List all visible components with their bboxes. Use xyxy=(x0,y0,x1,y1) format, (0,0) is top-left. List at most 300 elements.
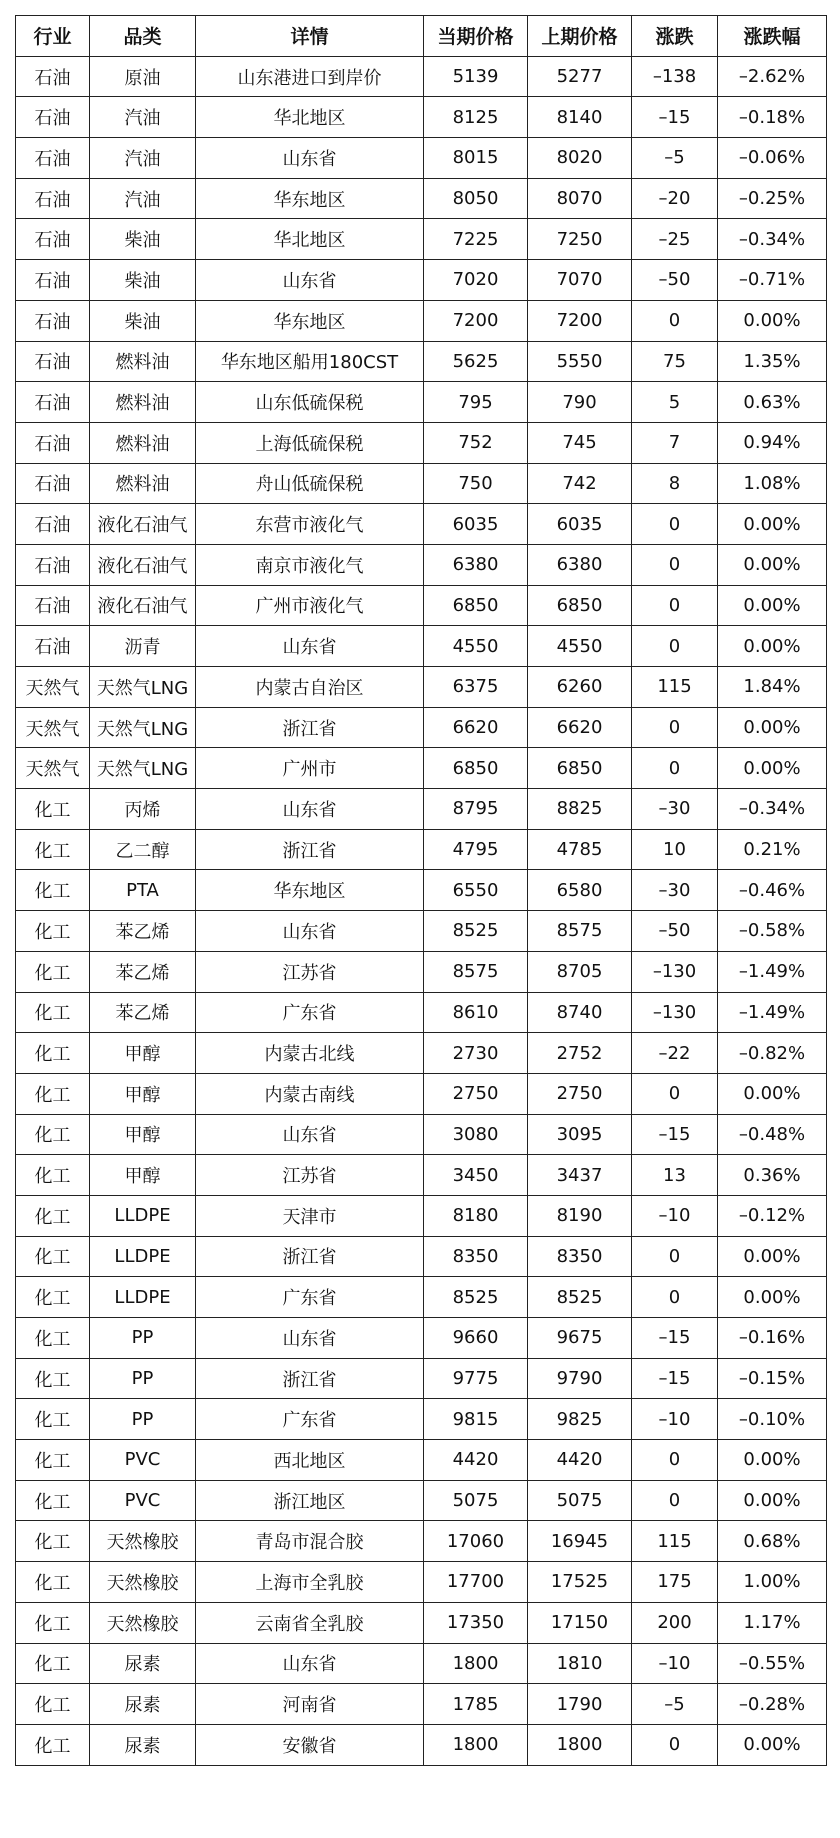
cell-previous-price: 17525 xyxy=(528,1562,632,1603)
table-body xyxy=(16,56,827,1765)
cell-current-price: 7200 xyxy=(424,300,528,341)
table-row xyxy=(16,260,827,301)
cell-current-price: 1800 xyxy=(424,1643,528,1684)
table-row xyxy=(16,178,827,219)
cell-change-percent: –0.71% xyxy=(718,260,827,301)
cell-previous-price: 2750 xyxy=(528,1073,632,1114)
cell-change-percent: –0.34% xyxy=(718,219,827,260)
cell-current-price: 8575 xyxy=(424,951,528,992)
cell-category: 丙烯 xyxy=(90,789,196,830)
cell-current-price: 7020 xyxy=(424,260,528,301)
cell-details: 华东地区 xyxy=(196,300,424,341)
table-row xyxy=(16,544,827,585)
cell-industry: 石油 xyxy=(16,382,90,423)
header-current-price: 当期价格 xyxy=(424,16,528,57)
cell-category: 乙二醇 xyxy=(90,829,196,870)
cell-change-percent: –0.15% xyxy=(718,1358,827,1399)
cell-previous-price: 6850 xyxy=(528,585,632,626)
cell-category: 苯乙烯 xyxy=(90,992,196,1033)
cell-previous-price: 8740 xyxy=(528,992,632,1033)
cell-change-percent: 1.08% xyxy=(718,463,827,504)
cell-industry: 化工 xyxy=(16,1480,90,1521)
cell-details: 山东港进口到岸价 xyxy=(196,56,424,97)
cell-previous-price: 9675 xyxy=(528,1318,632,1359)
cell-current-price: 752 xyxy=(424,422,528,463)
cell-current-price: 6620 xyxy=(424,707,528,748)
table-row xyxy=(16,1114,827,1155)
table-row xyxy=(16,1358,827,1399)
cell-category: 天然橡胶 xyxy=(90,1562,196,1603)
cell-details: 山东省 xyxy=(196,138,424,179)
cell-change-percent: –1.49% xyxy=(718,951,827,992)
cell-current-price: 6850 xyxy=(424,585,528,626)
cell-details: 山东省 xyxy=(196,626,424,667)
cell-previous-price: 8070 xyxy=(528,178,632,219)
cell-industry: 化工 xyxy=(16,1195,90,1236)
cell-change: –10 xyxy=(632,1399,718,1440)
cell-details: 华东地区 xyxy=(196,870,424,911)
cell-industry: 化工 xyxy=(16,911,90,952)
cell-details: 上海低硫保税 xyxy=(196,422,424,463)
cell-industry: 化工 xyxy=(16,1033,90,1074)
cell-current-price: 8125 xyxy=(424,97,528,138)
cell-industry: 天然气 xyxy=(16,748,90,789)
cell-change: 0 xyxy=(632,707,718,748)
cell-change-percent: –0.46% xyxy=(718,870,827,911)
cell-change-percent: –0.25% xyxy=(718,178,827,219)
cell-category: 汽油 xyxy=(90,138,196,179)
cell-change-percent: 1.35% xyxy=(718,341,827,382)
table-row xyxy=(16,1277,827,1318)
cell-details: 华东地区船用180CST xyxy=(196,341,424,382)
cell-category: 苯乙烯 xyxy=(90,951,196,992)
cell-current-price: 8525 xyxy=(424,1277,528,1318)
cell-details: 山东省 xyxy=(196,789,424,830)
cell-current-price: 4550 xyxy=(424,626,528,667)
cell-previous-price: 6260 xyxy=(528,667,632,708)
table-row xyxy=(16,911,827,952)
table-row xyxy=(16,97,827,138)
price-table xyxy=(15,15,827,1766)
table-row xyxy=(16,1155,827,1196)
cell-details: 广州市液化气 xyxy=(196,585,424,626)
cell-current-price: 8350 xyxy=(424,1236,528,1277)
table-row xyxy=(16,1236,827,1277)
cell-details: 青岛市混合胶 xyxy=(196,1521,424,1562)
cell-previous-price: 8350 xyxy=(528,1236,632,1277)
cell-details: 山东低硫保税 xyxy=(196,382,424,423)
cell-change: –10 xyxy=(632,1643,718,1684)
cell-category: 天然橡胶 xyxy=(90,1521,196,1562)
cell-change: –10 xyxy=(632,1195,718,1236)
cell-change-percent: 0.21% xyxy=(718,829,827,870)
table-row xyxy=(16,707,827,748)
cell-current-price: 8795 xyxy=(424,789,528,830)
cell-previous-price: 6035 xyxy=(528,504,632,545)
cell-change: 115 xyxy=(632,667,718,708)
cell-industry: 石油 xyxy=(16,341,90,382)
cell-change-percent: 0.00% xyxy=(718,544,827,585)
cell-industry: 石油 xyxy=(16,178,90,219)
header-previous-price: 上期价格 xyxy=(528,16,632,57)
cell-change: 5 xyxy=(632,382,718,423)
cell-industry: 化工 xyxy=(16,1684,90,1725)
cell-industry: 化工 xyxy=(16,1277,90,1318)
cell-change: 0 xyxy=(632,1236,718,1277)
header-details: 详情 xyxy=(196,16,424,57)
cell-current-price: 2750 xyxy=(424,1073,528,1114)
cell-category: PP xyxy=(90,1358,196,1399)
cell-details: 内蒙古北线 xyxy=(196,1033,424,1074)
cell-category: 甲醇 xyxy=(90,1033,196,1074)
cell-previous-price: 9825 xyxy=(528,1399,632,1440)
cell-details: 浙江省 xyxy=(196,1358,424,1399)
cell-industry: 天然气 xyxy=(16,667,90,708)
cell-industry: 石油 xyxy=(16,97,90,138)
cell-previous-price: 742 xyxy=(528,463,632,504)
cell-category: 尿素 xyxy=(90,1643,196,1684)
cell-change-percent: 0.00% xyxy=(718,1277,827,1318)
cell-change: 0 xyxy=(632,1724,718,1765)
cell-previous-price: 7200 xyxy=(528,300,632,341)
cell-change-percent: –1.49% xyxy=(718,992,827,1033)
cell-change: 200 xyxy=(632,1602,718,1643)
cell-current-price: 9660 xyxy=(424,1318,528,1359)
cell-industry: 石油 xyxy=(16,626,90,667)
cell-change-percent: 0.00% xyxy=(718,1073,827,1114)
header-change-percent: 涨跌幅 xyxy=(718,16,827,57)
cell-category: 甲醇 xyxy=(90,1155,196,1196)
cell-change: –15 xyxy=(632,1114,718,1155)
cell-change: –130 xyxy=(632,951,718,992)
cell-current-price: 795 xyxy=(424,382,528,423)
table-row xyxy=(16,341,827,382)
cell-details: 江苏省 xyxy=(196,1155,424,1196)
cell-previous-price: 3437 xyxy=(528,1155,632,1196)
cell-details: 山东省 xyxy=(196,1643,424,1684)
cell-details: 山东省 xyxy=(196,1318,424,1359)
cell-change: 0 xyxy=(632,504,718,545)
cell-details: 南京市液化气 xyxy=(196,544,424,585)
cell-current-price: 6850 xyxy=(424,748,528,789)
table-row xyxy=(16,667,827,708)
table-row xyxy=(16,1073,827,1114)
cell-previous-price: 3095 xyxy=(528,1114,632,1155)
cell-previous-price: 2752 xyxy=(528,1033,632,1074)
cell-industry: 石油 xyxy=(16,219,90,260)
cell-previous-price: 1810 xyxy=(528,1643,632,1684)
cell-category: 天然气LNG xyxy=(90,748,196,789)
table-row xyxy=(16,56,827,97)
cell-details: 安徽省 xyxy=(196,1724,424,1765)
cell-details: 山东省 xyxy=(196,911,424,952)
cell-industry: 化工 xyxy=(16,1724,90,1765)
cell-change-percent: 0.36% xyxy=(718,1155,827,1196)
cell-category: 燃料油 xyxy=(90,382,196,423)
cell-category: 苯乙烯 xyxy=(90,911,196,952)
cell-change-percent: 0.00% xyxy=(718,707,827,748)
cell-category: 甲醇 xyxy=(90,1073,196,1114)
cell-current-price: 8015 xyxy=(424,138,528,179)
cell-change: 13 xyxy=(632,1155,718,1196)
cell-change: 0 xyxy=(632,1480,718,1521)
cell-industry: 化工 xyxy=(16,1155,90,1196)
cell-details: 舟山低硫保税 xyxy=(196,463,424,504)
cell-current-price: 6380 xyxy=(424,544,528,585)
table-row xyxy=(16,300,827,341)
cell-industry: 化工 xyxy=(16,1562,90,1603)
cell-current-price: 6375 xyxy=(424,667,528,708)
cell-current-price: 4420 xyxy=(424,1440,528,1481)
cell-previous-price: 6620 xyxy=(528,707,632,748)
cell-current-price: 17060 xyxy=(424,1521,528,1562)
cell-previous-price: 8525 xyxy=(528,1277,632,1318)
table-row xyxy=(16,789,827,830)
header-industry: 行业 xyxy=(16,16,90,57)
cell-current-price: 9815 xyxy=(424,1399,528,1440)
cell-change: 0 xyxy=(632,748,718,789)
cell-change-percent: –0.12% xyxy=(718,1195,827,1236)
cell-change-percent: –0.06% xyxy=(718,138,827,179)
cell-change-percent: 0.00% xyxy=(718,1480,827,1521)
cell-industry: 化工 xyxy=(16,1073,90,1114)
cell-industry: 石油 xyxy=(16,56,90,97)
cell-change-percent: 0.68% xyxy=(718,1521,827,1562)
cell-change: 0 xyxy=(632,544,718,585)
cell-category: PVC xyxy=(90,1440,196,1481)
cell-change-percent: 0.00% xyxy=(718,748,827,789)
cell-details: 山东省 xyxy=(196,260,424,301)
cell-industry: 石油 xyxy=(16,138,90,179)
cell-category: 汽油 xyxy=(90,178,196,219)
cell-current-price: 1785 xyxy=(424,1684,528,1725)
cell-details: 华北地区 xyxy=(196,219,424,260)
table-row xyxy=(16,992,827,1033)
cell-change: –50 xyxy=(632,911,718,952)
cell-category: 沥青 xyxy=(90,626,196,667)
table-row xyxy=(16,1521,827,1562)
cell-change-percent: 0.00% xyxy=(718,585,827,626)
cell-details: 浙江省 xyxy=(196,707,424,748)
cell-details: 内蒙古南线 xyxy=(196,1073,424,1114)
cell-change-percent: –0.28% xyxy=(718,1684,827,1725)
cell-industry: 化工 xyxy=(16,992,90,1033)
cell-previous-price: 6850 xyxy=(528,748,632,789)
cell-previous-price: 7250 xyxy=(528,219,632,260)
cell-previous-price: 8020 xyxy=(528,138,632,179)
cell-category: LLDPE xyxy=(90,1277,196,1318)
cell-change: 0 xyxy=(632,1440,718,1481)
cell-previous-price: 1790 xyxy=(528,1684,632,1725)
cell-industry: 化工 xyxy=(16,1114,90,1155)
cell-category: 液化石油气 xyxy=(90,504,196,545)
cell-change-percent: 0.00% xyxy=(718,300,827,341)
table-row xyxy=(16,829,827,870)
table-row xyxy=(16,1602,827,1643)
cell-change-percent: 0.63% xyxy=(718,382,827,423)
cell-previous-price: 8705 xyxy=(528,951,632,992)
cell-details: 浙江省 xyxy=(196,1236,424,1277)
cell-details: 浙江省 xyxy=(196,829,424,870)
cell-previous-price: 16945 xyxy=(528,1521,632,1562)
table-row xyxy=(16,382,827,423)
cell-change-percent: –0.16% xyxy=(718,1318,827,1359)
cell-category: 燃料油 xyxy=(90,463,196,504)
cell-change-percent: –0.10% xyxy=(718,1399,827,1440)
cell-category: 尿素 xyxy=(90,1684,196,1725)
cell-change: 0 xyxy=(632,1277,718,1318)
cell-change: –22 xyxy=(632,1033,718,1074)
table-row xyxy=(16,504,827,545)
cell-change-percent: 0.00% xyxy=(718,1724,827,1765)
cell-current-price: 5139 xyxy=(424,56,528,97)
cell-previous-price: 6380 xyxy=(528,544,632,585)
table-header-row xyxy=(16,16,827,57)
cell-current-price: 3080 xyxy=(424,1114,528,1155)
cell-previous-price: 9790 xyxy=(528,1358,632,1399)
cell-industry: 石油 xyxy=(16,463,90,504)
cell-category: 液化石油气 xyxy=(90,544,196,585)
cell-current-price: 5075 xyxy=(424,1480,528,1521)
cell-change: 0 xyxy=(632,626,718,667)
cell-change: –15 xyxy=(632,97,718,138)
cell-change: –130 xyxy=(632,992,718,1033)
cell-change-percent: –0.58% xyxy=(718,911,827,952)
cell-category: 天然气LNG xyxy=(90,707,196,748)
cell-industry: 天然气 xyxy=(16,707,90,748)
cell-details: 东营市液化气 xyxy=(196,504,424,545)
cell-industry: 化工 xyxy=(16,1358,90,1399)
table-row xyxy=(16,422,827,463)
cell-previous-price: 5550 xyxy=(528,341,632,382)
cell-details: 广州市 xyxy=(196,748,424,789)
cell-details: 山东省 xyxy=(196,1114,424,1155)
cell-industry: 石油 xyxy=(16,544,90,585)
cell-previous-price: 5075 xyxy=(528,1480,632,1521)
table-row xyxy=(16,870,827,911)
cell-category: 柴油 xyxy=(90,219,196,260)
cell-category: 甲醇 xyxy=(90,1114,196,1155)
cell-current-price: 8525 xyxy=(424,911,528,952)
cell-change: 0 xyxy=(632,300,718,341)
cell-industry: 化工 xyxy=(16,1440,90,1481)
cell-details: 西北地区 xyxy=(196,1440,424,1481)
table-row xyxy=(16,1684,827,1725)
cell-details: 广东省 xyxy=(196,1277,424,1318)
cell-previous-price: 4420 xyxy=(528,1440,632,1481)
cell-change: 0 xyxy=(632,1073,718,1114)
cell-category: LLDPE xyxy=(90,1195,196,1236)
cell-change: 115 xyxy=(632,1521,718,1562)
cell-change: –5 xyxy=(632,1684,718,1725)
table-row xyxy=(16,626,827,667)
cell-previous-price: 17150 xyxy=(528,1602,632,1643)
cell-details: 广东省 xyxy=(196,992,424,1033)
cell-current-price: 8180 xyxy=(424,1195,528,1236)
cell-previous-price: 4785 xyxy=(528,829,632,870)
cell-category: 汽油 xyxy=(90,97,196,138)
cell-category: 柴油 xyxy=(90,260,196,301)
table-row xyxy=(16,1724,827,1765)
table-row xyxy=(16,219,827,260)
cell-category: 天然橡胶 xyxy=(90,1602,196,1643)
cell-previous-price: 8190 xyxy=(528,1195,632,1236)
cell-change-percent: 0.00% xyxy=(718,1236,827,1277)
cell-details: 内蒙古自治区 xyxy=(196,667,424,708)
table-row xyxy=(16,1480,827,1521)
table-row xyxy=(16,1440,827,1481)
cell-category: PTA xyxy=(90,870,196,911)
cell-industry: 石油 xyxy=(16,300,90,341)
header-category: 品类 xyxy=(90,16,196,57)
cell-current-price: 8050 xyxy=(424,178,528,219)
cell-previous-price: 7070 xyxy=(528,260,632,301)
cell-change-percent: –0.82% xyxy=(718,1033,827,1074)
cell-change: –15 xyxy=(632,1318,718,1359)
cell-change: 8 xyxy=(632,463,718,504)
cell-change-percent: 1.17% xyxy=(718,1602,827,1643)
cell-category: 柴油 xyxy=(90,300,196,341)
cell-change: –138 xyxy=(632,56,718,97)
table-row xyxy=(16,463,827,504)
cell-change: –25 xyxy=(632,219,718,260)
cell-category: 原油 xyxy=(90,56,196,97)
cell-change: –5 xyxy=(632,138,718,179)
cell-change: 0 xyxy=(632,585,718,626)
cell-industry: 化工 xyxy=(16,789,90,830)
table-row xyxy=(16,138,827,179)
cell-change-percent: –0.18% xyxy=(718,97,827,138)
table-row xyxy=(16,748,827,789)
table-row xyxy=(16,1033,827,1074)
cell-current-price: 7225 xyxy=(424,219,528,260)
cell-current-price: 9775 xyxy=(424,1358,528,1399)
cell-previous-price: 5277 xyxy=(528,56,632,97)
cell-change: –30 xyxy=(632,789,718,830)
cell-current-price: 2730 xyxy=(424,1033,528,1074)
cell-industry: 石油 xyxy=(16,585,90,626)
cell-category: 燃料油 xyxy=(90,422,196,463)
cell-category: 尿素 xyxy=(90,1724,196,1765)
cell-current-price: 1800 xyxy=(424,1724,528,1765)
cell-change: 175 xyxy=(632,1562,718,1603)
cell-change-percent: 0.00% xyxy=(718,626,827,667)
cell-current-price: 750 xyxy=(424,463,528,504)
cell-industry: 化工 xyxy=(16,1236,90,1277)
cell-details: 广东省 xyxy=(196,1399,424,1440)
cell-change-percent: 0.00% xyxy=(718,1440,827,1481)
cell-details: 华北地区 xyxy=(196,97,424,138)
header-change: 涨跌 xyxy=(632,16,718,57)
cell-industry: 化工 xyxy=(16,1399,90,1440)
cell-previous-price: 790 xyxy=(528,382,632,423)
cell-details: 天津市 xyxy=(196,1195,424,1236)
cell-industry: 石油 xyxy=(16,504,90,545)
cell-change-percent: 0.94% xyxy=(718,422,827,463)
cell-previous-price: 8825 xyxy=(528,789,632,830)
table-row xyxy=(16,1643,827,1684)
cell-details: 华东地区 xyxy=(196,178,424,219)
cell-previous-price: 8140 xyxy=(528,97,632,138)
cell-current-price: 6550 xyxy=(424,870,528,911)
cell-industry: 石油 xyxy=(16,422,90,463)
cell-industry: 化工 xyxy=(16,1521,90,1562)
cell-change-percent: –0.55% xyxy=(718,1643,827,1684)
cell-change-percent: 1.84% xyxy=(718,667,827,708)
price-table-container xyxy=(15,15,827,1766)
cell-current-price: 3450 xyxy=(424,1155,528,1196)
cell-category: PVC xyxy=(90,1480,196,1521)
